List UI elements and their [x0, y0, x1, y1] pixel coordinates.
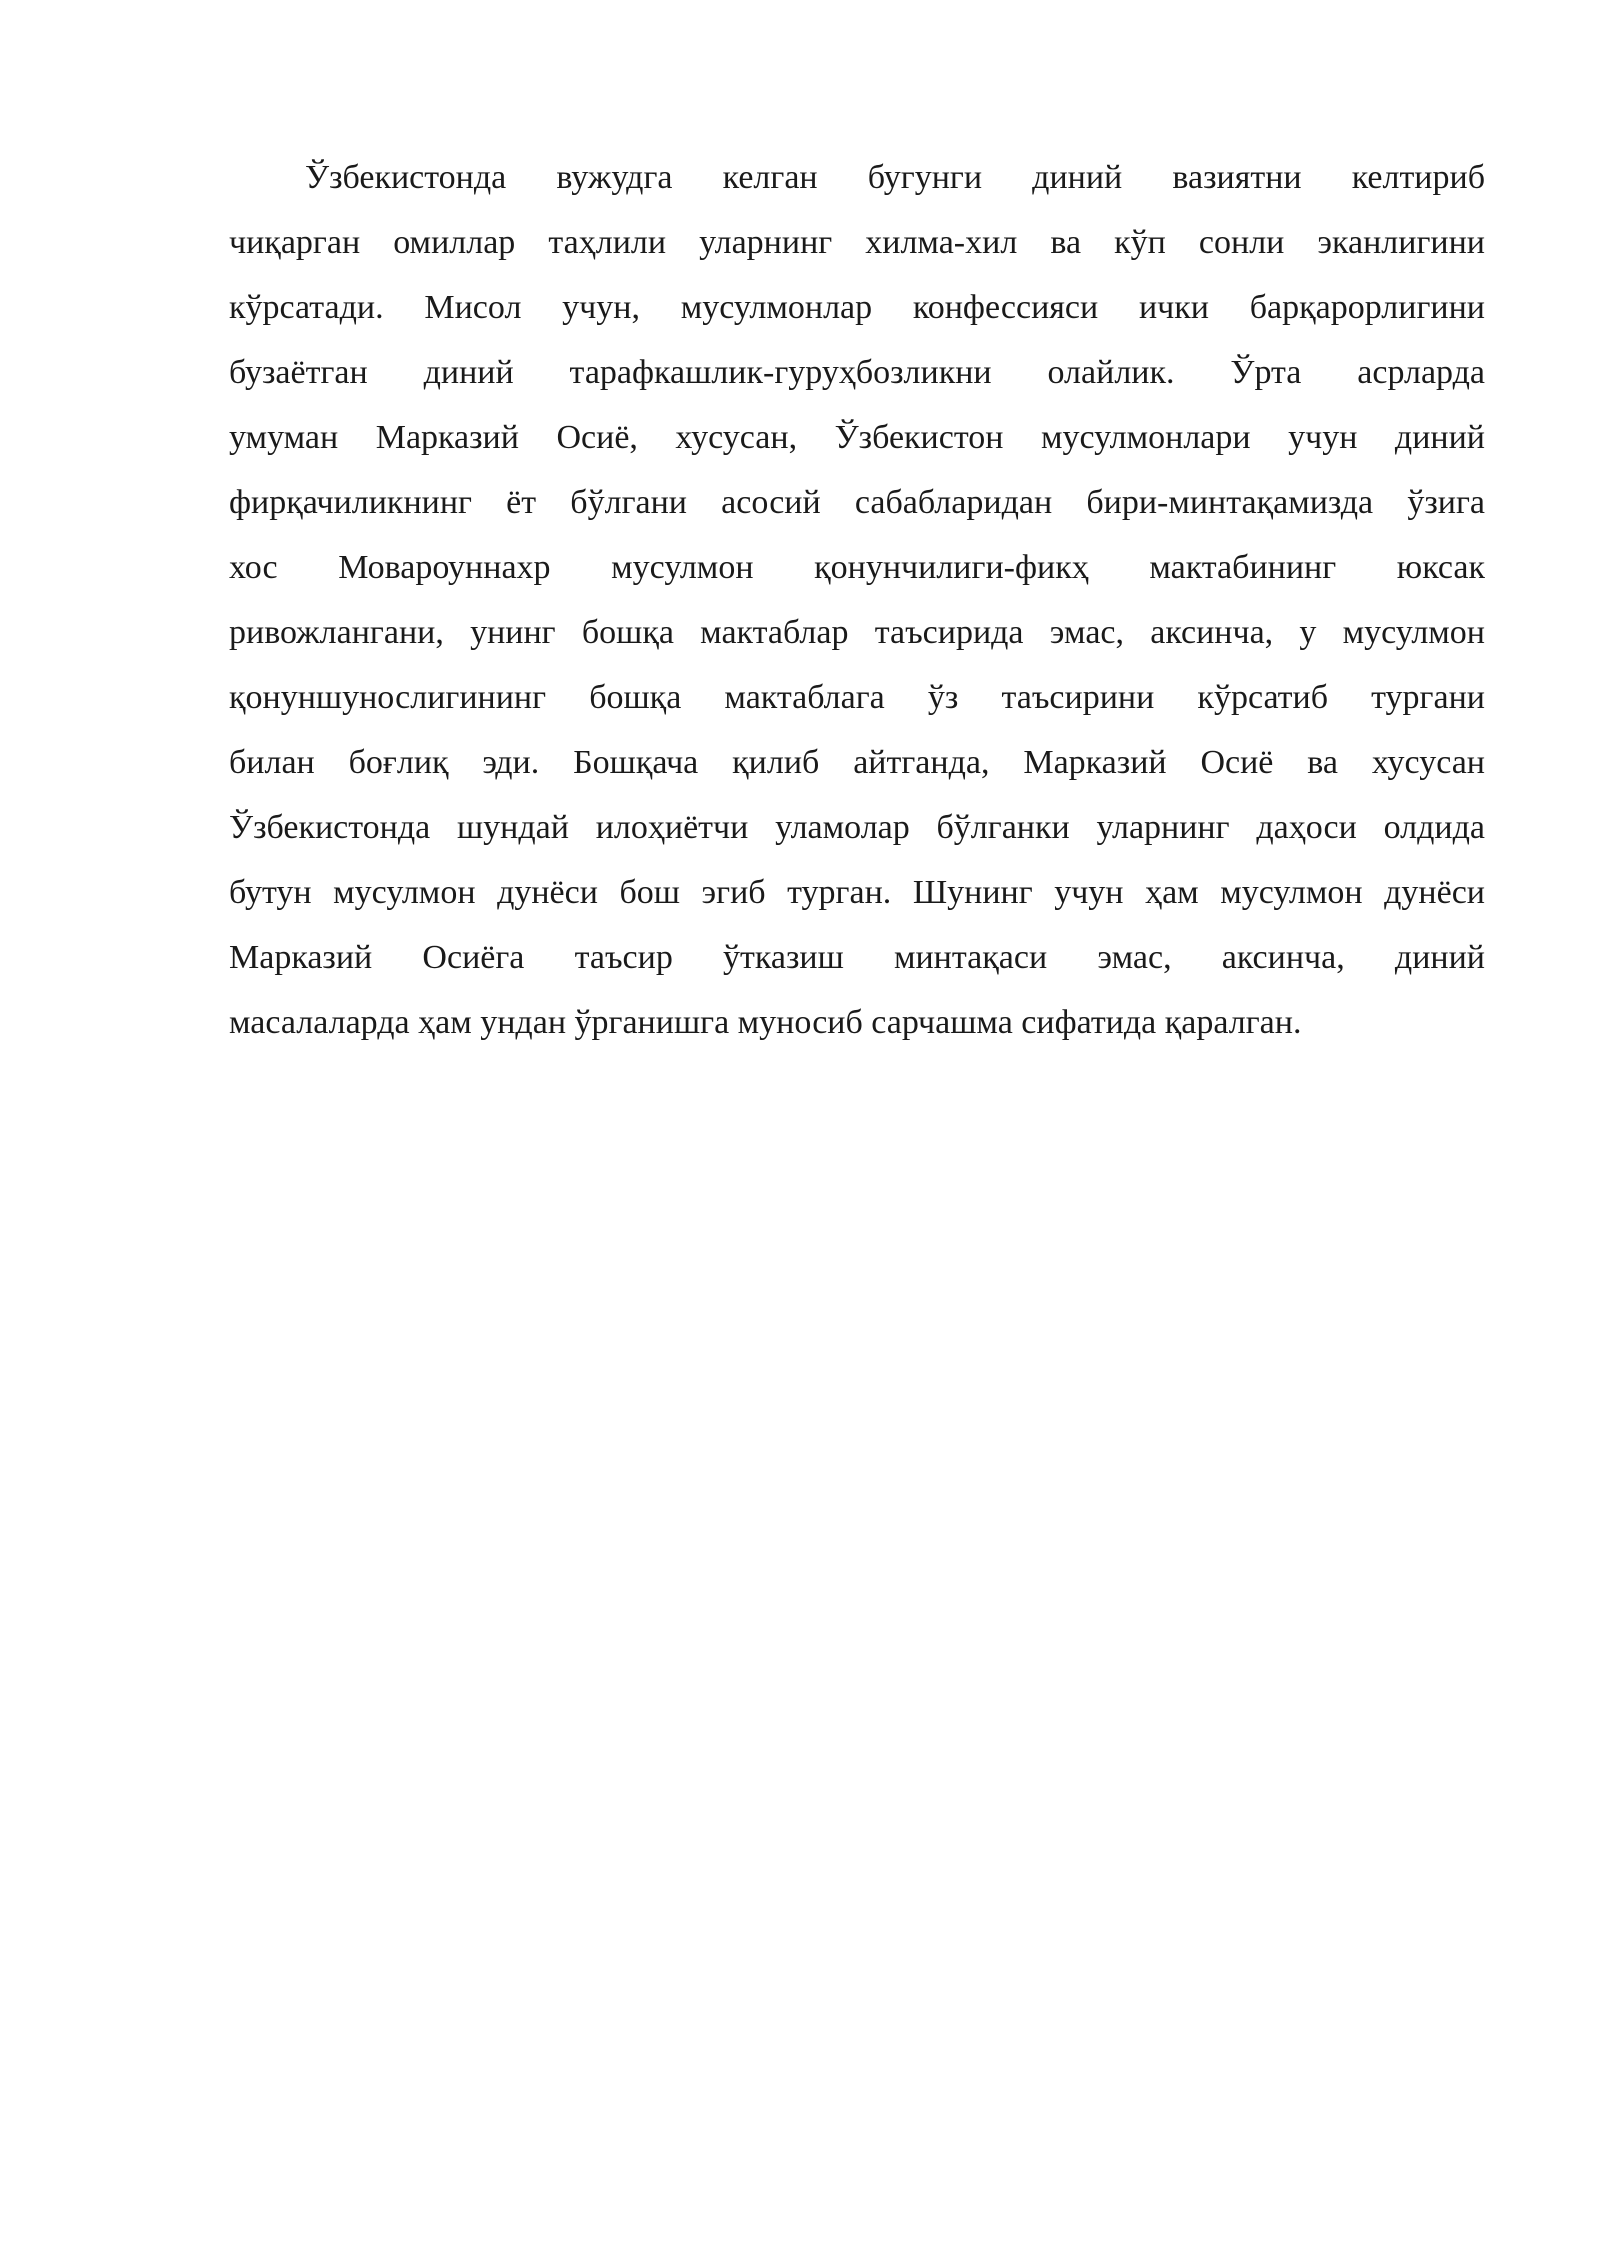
- paragraph-line: фирқачиликнинг ёт бўлгани асосий сабабларидан бири-минтақамизда ўзига: [229, 484, 1485, 521]
- paragraph-line: бутун мусулмон дунёси бош эгиб турган. Шунинг учун ҳам мусулмон дунёси: [229, 874, 1485, 911]
- paragraph-line: ривожлангани, унинг бошқа мактаблар таъсирида эмас, аксинча, у мусулмон: [229, 614, 1485, 651]
- paragraph-line: билан боғлиқ эди. Бошқача қилиб айтганда, Марказий Осиё ва хусусан: [229, 744, 1485, 781]
- paragraph-line: қонуншунослигининг бошқа мактаблага ўз таъсирини кўрсатиб тургани: [229, 679, 1485, 716]
- paragraph-line: хос Мовароуннахр мусулмон қонунчилиги-фикҳ мактабининг юксак: [229, 549, 1485, 586]
- paragraph-line: бузаётган диний тарафкашлик-гуруҳбозликни олайлик. Ўрта асрларда: [229, 354, 1485, 391]
- paragraph-line: Ўзбекистонда шундай илоҳиётчи уламолар бўлганки уларнинг даҳоси олдида: [229, 809, 1485, 846]
- paragraph-line: умуман Марказий Осиё, хусусан, Ўзбекистон мусулмонлари учун диний: [229, 419, 1485, 456]
- paragraph-line: Ўзбекистонда вужудга келган бугунги диний вазиятни келтириб: [305, 159, 1485, 196]
- paragraph-line: масалаларда ҳам ундан ўрганишга муносиб сарчашма сифатида қаралган.: [229, 1004, 1302, 1041]
- paragraph-line: кўрсатади. Мисол учун, мусулмонлар конфессияси ички барқарорлигини: [229, 289, 1485, 326]
- paragraph-line: чиқарган омиллар таҳлили уларнинг хилма-хил ва кўп сонли эканлигини: [229, 224, 1485, 261]
- paragraph-line: Марказий Осиёга таъсир ўтказиш минтақаси эмас, аксинча, диний: [229, 939, 1485, 976]
- body-paragraph: [229, 145, 1485, 1055]
